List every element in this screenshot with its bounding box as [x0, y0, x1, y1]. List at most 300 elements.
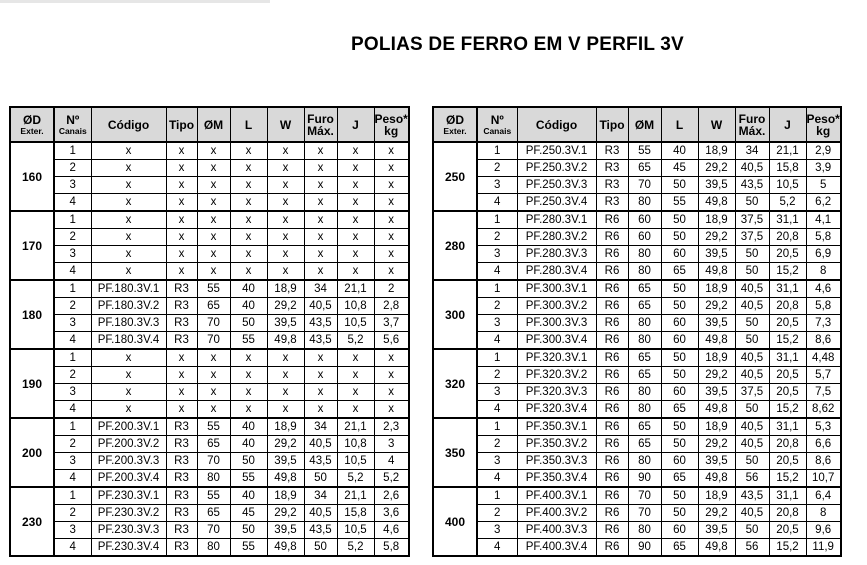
cell-w: 39,5 [267, 315, 304, 332]
cell-canais: 2 [54, 436, 91, 453]
cell-codigo: PF.300.3V.3 [517, 315, 596, 332]
cell-furo: x [304, 229, 337, 246]
cell-peso: 4,6 [806, 280, 841, 298]
cell-peso: 2,3 [374, 418, 409, 436]
cell-furo: 50 [735, 246, 769, 263]
cell-codigo: PF.350.3V.3 [517, 453, 596, 470]
cell-canais: 4 [54, 401, 91, 419]
cell-tipo: x [166, 160, 197, 177]
cell-om: 80 [628, 384, 661, 401]
cell-furo: 34 [735, 142, 769, 160]
cell-furo: 37,5 [735, 211, 769, 229]
cell-j: x [337, 142, 374, 160]
cell-furo: 37,5 [735, 384, 769, 401]
cell-w: x [267, 401, 304, 419]
cell-canais: 2 [477, 505, 517, 522]
table-row [10, 160, 409, 177]
cell-codigo: PF.400.3V.2 [517, 505, 596, 522]
cell-codigo: PF.300.3V.4 [517, 332, 596, 350]
cell-j: 15,2 [769, 332, 806, 350]
cell-peso: x [374, 246, 409, 263]
cell-tipo: x [166, 349, 197, 367]
table-row [10, 315, 409, 332]
cell-codigo: x [91, 367, 166, 384]
cell-om: 80 [628, 401, 661, 419]
cell-od: 170 [10, 211, 54, 280]
cell-canais: 4 [54, 332, 91, 350]
cell-canais: 2 [477, 298, 517, 315]
cell-furo: 50 [304, 539, 337, 557]
cell-codigo: PF.300.3V.1 [517, 280, 596, 298]
cell-tipo: R3 [166, 418, 197, 436]
cell-j: 5,2 [337, 332, 374, 350]
cell-canais: 4 [54, 194, 91, 212]
cell-j: x [337, 263, 374, 281]
cell-j: 10,5 [337, 315, 374, 332]
table-row [433, 315, 841, 332]
cell-om: x [197, 401, 230, 419]
header-l: L [661, 107, 698, 142]
cell-l: 50 [661, 298, 698, 315]
cell-od: 320 [433, 349, 477, 418]
cell-furo: x [304, 263, 337, 281]
header-om: ØM [197, 107, 230, 142]
cell-tipo: R3 [166, 332, 197, 350]
cell-furo: x [304, 349, 337, 367]
header-furo: Furo Máx. [304, 107, 337, 142]
cell-tipo: R6 [596, 229, 628, 246]
table-row [433, 470, 841, 488]
table-row [433, 332, 841, 350]
table-row [10, 298, 409, 315]
cell-j: x [337, 229, 374, 246]
cell-furo: 40,5 [735, 298, 769, 315]
cell-w: 29,2 [267, 436, 304, 453]
table-row [10, 332, 409, 350]
cell-tipo: R6 [596, 384, 628, 401]
cell-codigo: PF.280.3V.2 [517, 229, 596, 246]
table-row [433, 401, 841, 419]
cell-canais: 4 [54, 539, 91, 557]
cell-w: 29,2 [698, 229, 735, 246]
cell-furo: 40,5 [735, 349, 769, 367]
cell-od: 400 [433, 487, 477, 556]
cell-l: x [230, 160, 267, 177]
cell-j: 20,5 [769, 367, 806, 384]
cell-peso: x [374, 211, 409, 229]
cell-l: 45 [230, 505, 267, 522]
cell-tipo: R6 [596, 246, 628, 263]
cell-om: x [197, 160, 230, 177]
cell-j: x [337, 384, 374, 401]
cell-w: 49,8 [698, 263, 735, 281]
cell-peso: 2,6 [374, 487, 409, 505]
cell-l: 55 [230, 332, 267, 350]
cell-tipo: R3 [166, 315, 197, 332]
cell-j: x [337, 367, 374, 384]
cell-furo: 56 [735, 539, 769, 557]
pulley-table-left [9, 106, 410, 557]
cell-l: 40 [230, 487, 267, 505]
cell-om: 65 [197, 436, 230, 453]
cell-j: x [337, 160, 374, 177]
cell-l: 55 [661, 194, 698, 212]
cell-w: x [267, 367, 304, 384]
cell-l: x [230, 194, 267, 212]
cell-j: 10,8 [337, 298, 374, 315]
cell-furo: 34 [304, 487, 337, 505]
cell-w: 49,8 [267, 470, 304, 488]
header-codigo: Código [91, 107, 166, 142]
cell-furo: 50 [735, 263, 769, 281]
cell-canais: 1 [54, 211, 91, 229]
cell-w: x [267, 142, 304, 160]
cell-peso: 4 [374, 453, 409, 470]
cell-l: 50 [661, 505, 698, 522]
cell-furo: x [304, 367, 337, 384]
cell-l: 50 [661, 436, 698, 453]
cell-l: x [230, 229, 267, 246]
cell-om: x [197, 384, 230, 401]
cell-codigo: PF.350.3V.2 [517, 436, 596, 453]
table-row [10, 194, 409, 212]
cell-tipo: R3 [166, 298, 197, 315]
cell-w: 49,8 [698, 470, 735, 488]
cell-codigo: PF.230.3V.4 [91, 539, 166, 557]
cell-l: 60 [661, 332, 698, 350]
table-row [433, 539, 841, 557]
cell-w: 18,9 [698, 211, 735, 229]
cell-furo: 34 [304, 418, 337, 436]
cell-codigo: PF.320.3V.4 [517, 401, 596, 419]
cell-tipo: R6 [596, 401, 628, 419]
header-canais: Nº Canais [477, 107, 517, 142]
table-row [433, 194, 841, 212]
cell-om: 80 [197, 470, 230, 488]
table-row [10, 539, 409, 557]
cell-peso: 5,8 [806, 229, 841, 246]
cell-canais: 2 [54, 229, 91, 246]
cell-canais: 3 [477, 315, 517, 332]
cell-tipo: R3 [596, 194, 628, 212]
cell-om: 70 [197, 315, 230, 332]
cell-l: 50 [661, 280, 698, 298]
cell-j: 10,5 [337, 522, 374, 539]
top-divider [0, 0, 270, 3]
cell-canais: 2 [54, 160, 91, 177]
cell-l: 50 [661, 487, 698, 505]
cell-om: 80 [628, 194, 661, 212]
header-od: ØD Exter. [433, 107, 477, 142]
table-row [433, 367, 841, 384]
cell-tipo: R6 [596, 263, 628, 281]
table-row [10, 470, 409, 488]
cell-l: 45 [661, 160, 698, 177]
cell-w: 18,9 [698, 142, 735, 160]
cell-om: x [197, 263, 230, 281]
cell-peso: 5,6 [374, 332, 409, 350]
table-row [433, 160, 841, 177]
cell-j: 31,1 [769, 487, 806, 505]
cell-canais: 4 [477, 401, 517, 419]
table-row [10, 142, 409, 160]
cell-l: 60 [661, 315, 698, 332]
cell-peso: x [374, 160, 409, 177]
cell-l: 50 [230, 453, 267, 470]
cell-om: x [197, 367, 230, 384]
cell-canais: 4 [477, 539, 517, 557]
cell-tipo: x [166, 142, 197, 160]
cell-peso: 5,3 [806, 418, 841, 436]
cell-canais: 4 [477, 332, 517, 350]
table-row [433, 349, 841, 367]
cell-j: 10,5 [337, 453, 374, 470]
cell-furo: 40,5 [304, 298, 337, 315]
cell-codigo: PF.280.3V.4 [517, 263, 596, 281]
cell-tipo: R3 [596, 142, 628, 160]
cell-w: 29,2 [698, 367, 735, 384]
cell-peso: 6,9 [806, 246, 841, 263]
cell-tipo: R6 [596, 280, 628, 298]
cell-j: 5,2 [337, 470, 374, 488]
header-j: J [769, 107, 806, 142]
cell-om: 60 [628, 211, 661, 229]
table-row [433, 384, 841, 401]
cell-furo: 43,5 [735, 487, 769, 505]
table-row [10, 367, 409, 384]
table-row [433, 263, 841, 281]
cell-codigo: x [91, 229, 166, 246]
table-row [433, 177, 841, 194]
cell-tipo: x [166, 177, 197, 194]
cell-tipo: R3 [596, 160, 628, 177]
cell-canais: 4 [477, 470, 517, 488]
cell-j: x [337, 401, 374, 419]
cell-l: 55 [230, 539, 267, 557]
cell-codigo: PF.250.3V.4 [517, 194, 596, 212]
cell-furo: x [304, 177, 337, 194]
cell-peso: x [374, 367, 409, 384]
cell-w: 39,5 [698, 384, 735, 401]
cell-canais: 3 [477, 384, 517, 401]
table-row [433, 418, 841, 436]
cell-w: 18,9 [267, 418, 304, 436]
cell-furo: 40,5 [304, 436, 337, 453]
cell-om: 80 [197, 539, 230, 557]
page-title: POLIAS DE FERRO EM V PERFIL 3V [351, 34, 684, 55]
cell-canais: 1 [477, 418, 517, 436]
table-row [10, 401, 409, 419]
cell-peso: 5,8 [374, 539, 409, 557]
cell-w: 39,5 [267, 453, 304, 470]
cell-furo: 50 [735, 453, 769, 470]
cell-peso: 6,4 [806, 487, 841, 505]
cell-om: x [197, 177, 230, 194]
cell-codigo: PF.180.3V.4 [91, 332, 166, 350]
table-row [10, 246, 409, 263]
cell-furo: 43,5 [304, 522, 337, 539]
cell-l: 40 [661, 142, 698, 160]
cell-peso: 2,9 [806, 142, 841, 160]
table-row [10, 453, 409, 470]
cell-j: 15,8 [337, 505, 374, 522]
cell-peso: x [374, 384, 409, 401]
cell-peso: 5 [806, 177, 841, 194]
cell-canais: 1 [54, 142, 91, 160]
cell-peso: 2,8 [374, 298, 409, 315]
cell-od: 190 [10, 349, 54, 418]
cell-canais: 2 [54, 298, 91, 315]
cell-codigo: PF.350.3V.1 [517, 418, 596, 436]
cell-canais: 2 [477, 436, 517, 453]
cell-tipo: R6 [596, 453, 628, 470]
cell-canais: 3 [54, 315, 91, 332]
cell-canais: 4 [477, 263, 517, 281]
cell-w: 29,2 [698, 298, 735, 315]
cell-om: 65 [628, 280, 661, 298]
cell-w: 18,9 [267, 280, 304, 298]
cell-j: 15,2 [769, 263, 806, 281]
cell-l: 65 [661, 470, 698, 488]
cell-j: 31,1 [769, 280, 806, 298]
cell-j: 20,8 [769, 505, 806, 522]
cell-om: 70 [628, 487, 661, 505]
cell-j: 20,8 [769, 298, 806, 315]
cell-l: x [230, 401, 267, 419]
cell-od: 250 [433, 142, 477, 211]
cell-codigo: PF.230.3V.3 [91, 522, 166, 539]
cell-furo: 40,5 [735, 160, 769, 177]
cell-l: 60 [661, 522, 698, 539]
cell-peso: 5,7 [806, 367, 841, 384]
cell-j: 5,2 [769, 194, 806, 212]
cell-codigo: PF.200.3V.3 [91, 453, 166, 470]
cell-om: 70 [197, 522, 230, 539]
cell-peso: 5,8 [806, 298, 841, 315]
header-j: J [337, 107, 374, 142]
table-row [433, 436, 841, 453]
cell-om: 80 [628, 315, 661, 332]
table-row [10, 505, 409, 522]
cell-j: 20,8 [769, 436, 806, 453]
cell-peso: 6,6 [806, 436, 841, 453]
cell-canais: 1 [477, 487, 517, 505]
cell-furo: 40,5 [304, 505, 337, 522]
header-w: W [267, 107, 304, 142]
cell-w: 49,8 [698, 194, 735, 212]
cell-canais: 3 [477, 522, 517, 539]
cell-tipo: R6 [596, 211, 628, 229]
cell-w: 18,9 [698, 280, 735, 298]
cell-j: 31,1 [769, 211, 806, 229]
cell-furo: 50 [304, 470, 337, 488]
cell-tipo: R6 [596, 315, 628, 332]
cell-codigo: x [91, 160, 166, 177]
cell-tipo: R3 [166, 470, 197, 488]
cell-w: x [267, 229, 304, 246]
cell-codigo: x [91, 194, 166, 212]
cell-codigo: x [91, 211, 166, 229]
cell-l: x [230, 211, 267, 229]
cell-codigo: PF.180.3V.2 [91, 298, 166, 315]
table-row [433, 211, 841, 229]
cell-peso: x [374, 401, 409, 419]
cell-codigo: PF.180.3V.1 [91, 280, 166, 298]
cell-tipo: R6 [596, 332, 628, 350]
cell-om: x [197, 194, 230, 212]
cell-om: 65 [628, 298, 661, 315]
cell-codigo: x [91, 177, 166, 194]
cell-w: 18,9 [698, 487, 735, 505]
cell-w: 39,5 [698, 315, 735, 332]
cell-od: 200 [10, 418, 54, 487]
cell-tipo: R3 [596, 177, 628, 194]
cell-j: 15,8 [769, 160, 806, 177]
cell-j: x [337, 349, 374, 367]
cell-peso: x [374, 177, 409, 194]
cell-tipo: R3 [166, 436, 197, 453]
header-peso: Peso* kg [374, 107, 409, 142]
header-furo: Furo Máx. [735, 107, 769, 142]
cell-canais: 1 [477, 280, 517, 298]
cell-l: 40 [230, 418, 267, 436]
cell-w: 18,9 [267, 487, 304, 505]
header-canais: Nº Canais [54, 107, 91, 142]
table-row [10, 263, 409, 281]
cell-w: x [267, 349, 304, 367]
cell-om: 65 [628, 160, 661, 177]
cell-w: 39,5 [698, 177, 735, 194]
cell-tipo: R6 [596, 505, 628, 522]
cell-canais: 4 [54, 470, 91, 488]
cell-tipo: x [166, 263, 197, 281]
table-row [433, 142, 841, 160]
cell-om: x [197, 211, 230, 229]
cell-tipo: R3 [166, 505, 197, 522]
cell-canais: 4 [54, 263, 91, 281]
cell-j: 20,5 [769, 453, 806, 470]
table-row [433, 453, 841, 470]
cell-w: 49,8 [267, 332, 304, 350]
cell-om: 70 [628, 177, 661, 194]
cell-canais: 1 [54, 349, 91, 367]
cell-codigo: x [91, 142, 166, 160]
cell-peso: 3,9 [806, 160, 841, 177]
cell-furo: 40,5 [735, 505, 769, 522]
cell-canais: 1 [477, 211, 517, 229]
cell-j: 10,5 [769, 177, 806, 194]
cell-j: 21,1 [769, 142, 806, 160]
cell-furo: 50 [735, 401, 769, 419]
cell-om: 90 [628, 539, 661, 557]
cell-tipo: x [166, 401, 197, 419]
table-header-row [10, 107, 409, 142]
cell-furo: x [304, 384, 337, 401]
cell-om: 70 [197, 332, 230, 350]
cell-l: 50 [661, 367, 698, 384]
cell-om: 70 [628, 505, 661, 522]
cell-codigo: PF.200.3V.1 [91, 418, 166, 436]
cell-w: 49,8 [698, 401, 735, 419]
table-row [10, 487, 409, 505]
cell-om: 80 [628, 332, 661, 350]
cell-l: 50 [661, 349, 698, 367]
cell-furo: 50 [735, 315, 769, 332]
cell-canais: 4 [477, 194, 517, 212]
header-om: ØM [628, 107, 661, 142]
cell-l: 50 [230, 522, 267, 539]
cell-codigo: PF.200.3V.4 [91, 470, 166, 488]
